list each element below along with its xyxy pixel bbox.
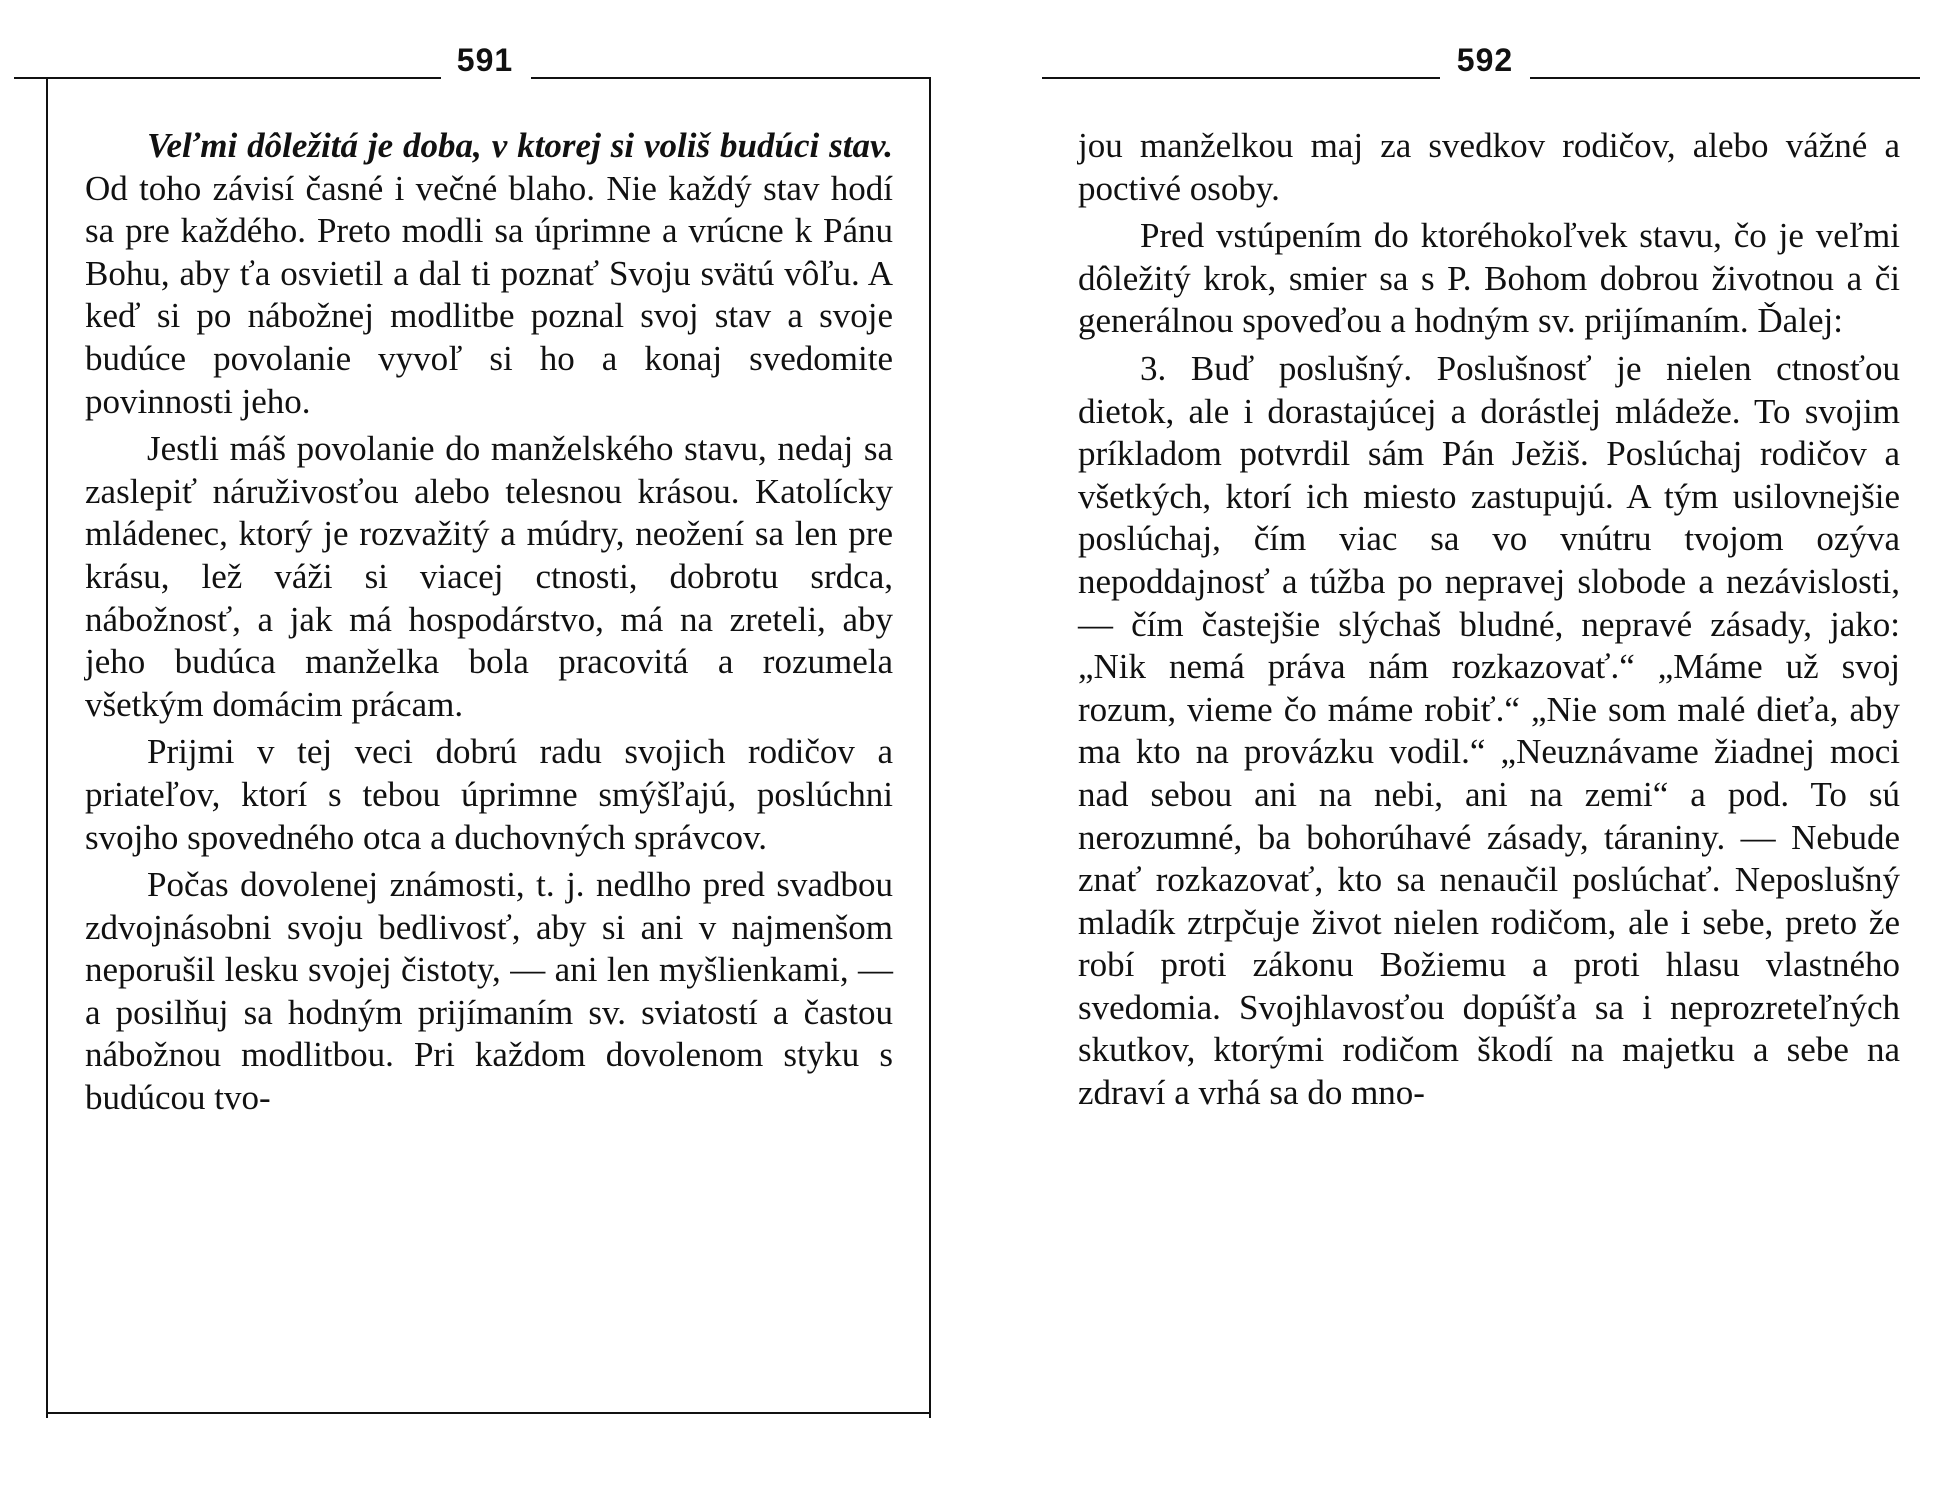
bottom-rule: [46, 1412, 931, 1414]
page-number: 591: [456, 42, 514, 78]
paragraph-text: Od toho závisí časné i večné blaho. Nie každý stav hodí sa pre každého. Preto modli sa úprimne a vrúcne k Pánu Bohu, aby ťa osvietil a dal ti poznať Svoju svätú vôľu. A keď si po nábožnej modlitbe poznal svoj stav a svoje budúce povolanie vyvoľ si ho a konaj svedomite povinnosti jeho.: [85, 168, 893, 421]
frame-line-right: [929, 78, 931, 1418]
paragraph-continuation: jou manželkou maj za svedkov rodičov, alebo vážné a poctivé osoby.: [1078, 126, 1900, 208]
emphasized-sentence: Veľmi dôležitá je doba, v ktorej si voliš budúci stav.: [147, 126, 893, 165]
paragraph: Prijmi v tej veci dobrú radu svojich rodičov a priateľov, ktorí s tebou úprimne smýšľajú, poslúchni svojho spovedného otca a duchovných správcov.: [85, 732, 893, 857]
header-rule-right: [531, 77, 931, 79]
paragraph: [85, 125, 893, 423]
header-rule-right: [1530, 77, 1920, 79]
right-page-body: [1078, 125, 1900, 1120]
header-rule-left: [1042, 77, 1440, 79]
frame-line-left: [46, 78, 48, 1418]
paragraph: Jestli máš povolanie do manželského stavu, nedaj sa zaslepiť náruživosťou alebo telesnou krásou. Katolícky mládenec, ktorý je rozvažitý a múdry, neožení sa len pre krásu, lež váži si viacej ctnosti, dobrotu srdca, nábožnosť, a jak má hospodárstvo, má na zreteli, aby jeho budúca manželka bola pracovitá a rozumela všetkým domácim prácam.: [85, 429, 893, 724]
page-number: 592: [1456, 42, 1514, 78]
left-page-header: [0, 40, 960, 80]
paragraph: 3. Buď poslušný. Poslušnosť je nielen ctnosťou dietok, ale i dorastajúcej a dorástlej mládeže. To svojim príkladom potvrdil sám Pán Ježiš. Poslúchaj rodičov a všetkých, ktorí ich miesto zastupujú. A tým usilovnejšie poslúchaj, čím viac sa vo vnútru tvojom ozýva nepoddajnosť a túžba po nepravej slobode a nezávislosti, — čím častejšie slýchaš bludné, nepravé zásady, jako: „Nik nemá práva nám rozkazovať.“ „Máme už svoj rozum, vieme čo máme robiť.“ „Nie som malé dieťa, aby ma kto na provázku vodil.“ „Neuznávame žiadnej moci nad sebou ani na nebi, ani na zemi“ a pod. To sú nerozumné, ba bohorúhavé zásady, táraniny. — Nebude znať rozkazovať, kto sa nenaučil poslúchať. Neposlušný mladík ztrpčuje život nielen rodičom, ale i sebe, preto že robí proti zákonu Božiemu a proti hlasu vlastného svedomia. Svojhlavosťou dopúšťa sa i neprozreteľných skutkov, ktorými rodičom škodí na majetku a sebe na zdraví a vrhá sa do mno-: [1078, 348, 1900, 1113]
header-rule-left: [14, 77, 441, 79]
paragraph: Pred vstúpením do ktoréhokoľvek stavu, čo je veľmi dôležitý krok, smier sa s P. Bohom dobrou životnou a či generálnou spoveďou a hodným sv. prijímaním. Ďalej:: [1078, 216, 1900, 341]
paragraph: Počas dovolenej známosti, t. j. nedlho pred svadbou zdvojnásobni svoju bedlivosť, aby si ani v najmenšom neporušil lesku svojej čistoty, — ani len myšlienkami, — a posilňuj sa hodným prijímaním sv. sviatostí a častou nábožnou modlitbou. Pri každom dovolenom styku s budúcou tvo-: [85, 865, 893, 1118]
left-page-body: [85, 125, 893, 1125]
left-page: [0, 0, 960, 1500]
right-page: [1030, 0, 1940, 1500]
right-page-header: [1030, 40, 1940, 80]
